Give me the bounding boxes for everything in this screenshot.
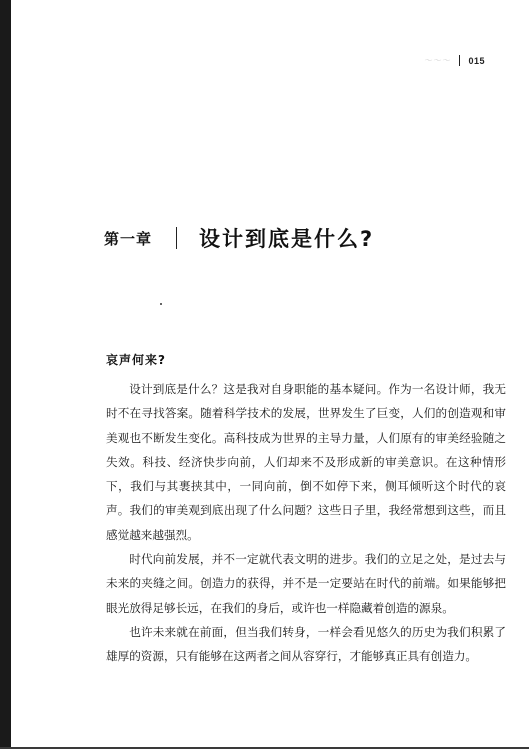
scan-speck (160, 303, 162, 305)
paragraph: 也许未来就在前面，但当我们转身，一样会看见悠久的历史为我们积累了雄厚的资源，只有能够在这两者之间从容穿行，才能够真正具有创造力。 (106, 624, 506, 664)
running-header-divider (459, 55, 460, 66)
running-header-faint-text: ～～～ (424, 56, 452, 65)
running-header (424, 55, 485, 66)
chapter-label: 第一章 (104, 229, 153, 248)
paragraph: 设计到底是什么？这是我对自身职能的基本疑问。作为一名设计师，我无时不在寻找答案。随着科学技术的发展，世界发生了巨变，人们的创造观和审美观也不断发生变化。高科技成为世界的主导力量，人们原有的审美经验随之失效。科技、经济快步向前，人们却来不及形成新的审美意识。在这种情形下，我们与其裹挟其中，一同向前，倒不如停下来，侧耳倾听这个时代的哀声。我们的审美观到底出现了什么问题？这些日子里，我经常想到这些，而且感觉越来越强烈。 (106, 382, 506, 542)
body-text (106, 377, 506, 669)
left-edge-shadow (0, 0, 11, 749)
chapter-divider (176, 227, 177, 249)
chapter-heading (104, 223, 374, 253)
page-number: 015 (468, 55, 485, 66)
paragraph: 时代向前发展，并不一定就代表文明的进步。我们的立足之处，是过去与未来的夹缝之间。创造力的获得，并不是一定要站在时代的前端。如果能够把眼光放得足够长远，在我们的身后，或许也一样隐藏着创造的源泉。 (106, 552, 506, 615)
chapter-title: 设计到底是什么? (199, 227, 375, 251)
section-heading: 哀声何来? (106, 353, 166, 367)
